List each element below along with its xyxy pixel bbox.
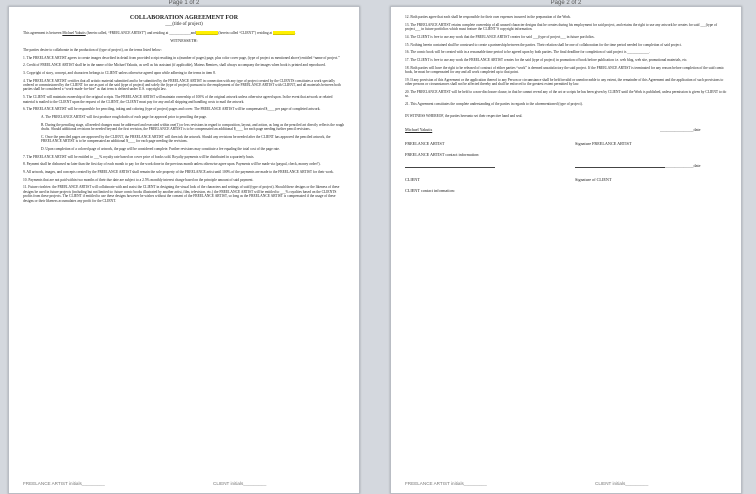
sub-clause: B. During the penciling stage, all needed changes must be addressed and executed within one(1) or less revisions in regard to composition, layout, and action, as long as the penciled art directly reflects the rough drafts. Should additional revisions be needed beyond the first revision, the FREELANCE ARTIST is to be compensated an additional $____ for each page needing further pencil revisions. — [41, 122, 345, 132]
clause: 15. Nothing herein contained shall be construed to create a partnership between the parties. Their relation shall be one of collaboration for the time period needed for completion of said project. — [405, 42, 682, 47]
witness-heading: WITNESSETH: — [170, 38, 198, 44]
client-role-label: CLIENT — [405, 177, 420, 183]
signature-roles-client — [405, 177, 727, 185]
sub-clause: C. Once the penciled pages are approved by the CLIENT, the FREELANCE ARTIST will then ink the artwork. Should any revisions be needed after the CLIENT has approved the penciled artwork, the FREELANCE ARTIST is to be compensated an additional $____ for each page needing the revisions. — [41, 134, 331, 144]
sub-clause: A. The FREELANCE ARTIST will first produce rough drafts of each page for approval prior to penciling the page. — [41, 114, 207, 119]
sub-clause: D. Upon completion of a colored page of artwork, the page will be considered complete. Further revisions may constitute a fee equaling the total cost of the page rate. — [41, 146, 280, 151]
client-initials: CLIENT initials_________ — [213, 481, 267, 486]
client-signature-label: Signature of CLIENT — [575, 177, 612, 183]
clause: 9. All artwork, images, and concepts created by the FREELANCE ARTIST shall remain the sole property of the FREELANCE artist until 100% of the payments are made to the FREELANCE ARTIST for their work. — [23, 169, 334, 174]
clause: 12. Both parties agree that each shall be responsible for their own expenses incurred in the preparation of the Work. — [405, 15, 571, 19]
clause: 8. Payment shall be disbursed no later than the first day of each month to pay for the work done in the previous month unless otherwise agree upon. Payments will be made via (paypal, check, money order?). — [23, 162, 321, 167]
clause: 6. The FREELANCE ARTIST will be responsible for penciling, inking and coloring (type of project) pages and cover. The FREELANCE ARTIST will be compensated $____ per page of completed artwork. — [23, 107, 321, 112]
artist-initials: FREELANCE ARTIST initials_________ — [23, 481, 105, 486]
artist-role-label: FREELANCE ARTIST — [405, 140, 445, 146]
clause: 16. The comic book will be created with in a reasonable time period to be agreed upon by both parties. The final deadline for completion of said project is ____________. — [405, 50, 650, 55]
signature-row-artist — [405, 127, 727, 141]
document-title: COLLABORATION AGREEMENT FOR — [129, 15, 239, 21]
clause: 13. The FREELANCE ARTIST retains complete ownership of all unused character designs that he creates during his employment for said project, and retains the right to use any artwork he creates for said ___(type of project___ in future portfolios which must feature the CLIENT’S copyright information. — [405, 22, 718, 32]
intro-text: This agreement is between — [23, 31, 63, 35]
artist-initials: FREELANCE ARTIST initials_________ — [405, 481, 487, 486]
page-label: Page 1 of 2 — [168, 0, 200, 6]
intro-paragraph — [23, 31, 345, 35]
clause: 14. The CLIENT is free to use any work that the FREELANCE ARTIST creates for said ___(type of project___ in future portfolios. — [405, 34, 595, 39]
client-signature-line — [575, 167, 665, 168]
clause: 3. Copyright of story, concept, and characters belongs to CLIENT unless otherwise agreed upon while adhering to the terms in item 8. — [23, 70, 216, 75]
document-subtitle: ___(title of project) — [165, 22, 203, 27]
highlighted-blank: ____________ — [273, 31, 295, 35]
clause: 2. Credit of FREELANCE ARTIST shall be in the name of the Michael Yakutis, as well as his assistant (if applicable), Mateus Remires, shall always accompany the images when book is printed and reproduced. — [23, 63, 326, 68]
intro-text: . — [294, 31, 296, 35]
client-contact-label: CLIENT contact information: — [405, 188, 455, 194]
page-label: Page 2 of 2 — [550, 0, 582, 6]
artist-contact-label: FREELANCE ARTIST contact information: — [405, 151, 480, 157]
clause: 11. Future rivalries: the FREELANCE ARTIST will collaborate with and assist the CLIENT in designing the visual look of the characters and settings of said (type of project). Should these designs or the likeness of these designs be used in future projects (including but not limited to: future comic books illustrated by another artist, film, television, etc.) the FREELANCE ARTIST will be entitled to ___% royalties based on the CLIENTS profits from these projects. The CLIENT if entitled to use these designs however he wishes without the consent of the FREELANCE ARTIST, so long as the FREELANCE ARTIST is compensated if the usage of these designs or their likeness accumulates any profit for the CLIENT. — [23, 185, 340, 203]
artist-signer-name: Michael Yakutis — [405, 126, 433, 132]
clause: 7. The FREELANCE ARTIST will be entitled to ___% royalty rate based on cover price of books sold. Royalty payments will be distributed in a quarterly basis. — [23, 154, 255, 159]
clause: 10. Payments that are not paid within two months of their due date are subject to a 2.5% monthly interest charge based on the principle amount of said payment. — [23, 177, 254, 182]
page-content — [23, 15, 345, 206]
date-line: ________________date — [660, 163, 701, 169]
clause: 4. The FREELANCE ARTIST certifies that all artistic material submitted and to be submitted by the FREELANCE ARTIST in connection with any type of project created by the CLIENTS constitutes a work specially ordered or commissioned by the CLIENT for use as part of the said (type of project) and solely the (type of project) pursuant to the employment of the FREELANCE ARTIST with CLIENT, and all materials between both parties shall be considered a “work-made-for-hire” as that term is defined under U.S. copyright law. — [23, 78, 341, 92]
clause: 17. The CLIENT is free to use any work the FREELANCE ARTIST creates for the said (type of project) in promotion of book before publication i.e. web blog, web site, promotional materials, etc. — [405, 57, 688, 62]
clause: 21. This Agreement constitutes the complete understanding of the parties in regards to the aforementioned (type of project). — [405, 101, 583, 106]
clause: 1. The FREELANCE ARTIST agrees to create images described in detail from provided script resulting in a (number of pages) page, plus color cover page, (type of project as mentioned above) entitled “name of project.” — [23, 55, 340, 60]
clause: 18. Both parties will have the right to be released of contract of either parties “work” is deemed unsatisfactory the said project. If the FREELANCE ARTIST is terminated for any reason before completion of the said comic book, he must be compensated for any and all work completed up to that point. — [405, 65, 725, 75]
intro-text: (herein called, “FREELANCE ARTIST”) and residing at ____________and — [85, 31, 196, 35]
witness-statement: IN WITNESS WHEREOF, the parties hereunto set their respective hand and seal. — [405, 114, 523, 119]
signature-block — [405, 127, 727, 194]
clause: 20. The FREELANCE ARTIST will be held to a non-disclosure clause, in that he cannot reveal any of the art or scripts he has been given by CLIENT until the Work is published, unless permission is given by CLIENT to do so. — [405, 89, 727, 99]
intro-text: (herein called “CLIENT”) residing at — [217, 31, 274, 35]
page-2 — [390, 0, 742, 494]
signature-roles-artist — [405, 141, 727, 149]
date-line: ________________date — [660, 126, 701, 132]
clause: 5. The CLIENT will maintain ownership of the original scripts. The FREELANCE ARTIST will maintain ownership of 100% of the original artwork unless otherwise agreed upon. In the event that artwork or related material is mailed to the CLIENT upon the request of the CLIENT, the CLIENT must pay for any and all shipping and handling costs to mail the artwork. — [23, 95, 333, 104]
client-signature-line — [405, 167, 495, 168]
page-content — [405, 15, 727, 197]
highlighted-blank: ____________ — [195, 31, 218, 35]
artist-signature-label: Signature FREELANCE ARTIST — [575, 140, 632, 146]
clause: The parties desire to collaborate in the production of (type of project), on the terms listed below: — [23, 47, 162, 52]
clause: 19. If any provision of this Agreement or the application thereof to any Person or circumstance shall be held invalid or unenforceable to any extent, the remainder of this Agreement and the application of such provisions to other persons or circumstances shall not be affected thereby and shall be enforced to the greatest extent permitted by law. — [405, 77, 724, 87]
signature-row-client — [405, 163, 727, 177]
client-initials: CLIENT initials_________ — [595, 481, 649, 486]
page-1 — [8, 0, 360, 494]
artist-name: Michael Yakutis — [62, 31, 86, 35]
